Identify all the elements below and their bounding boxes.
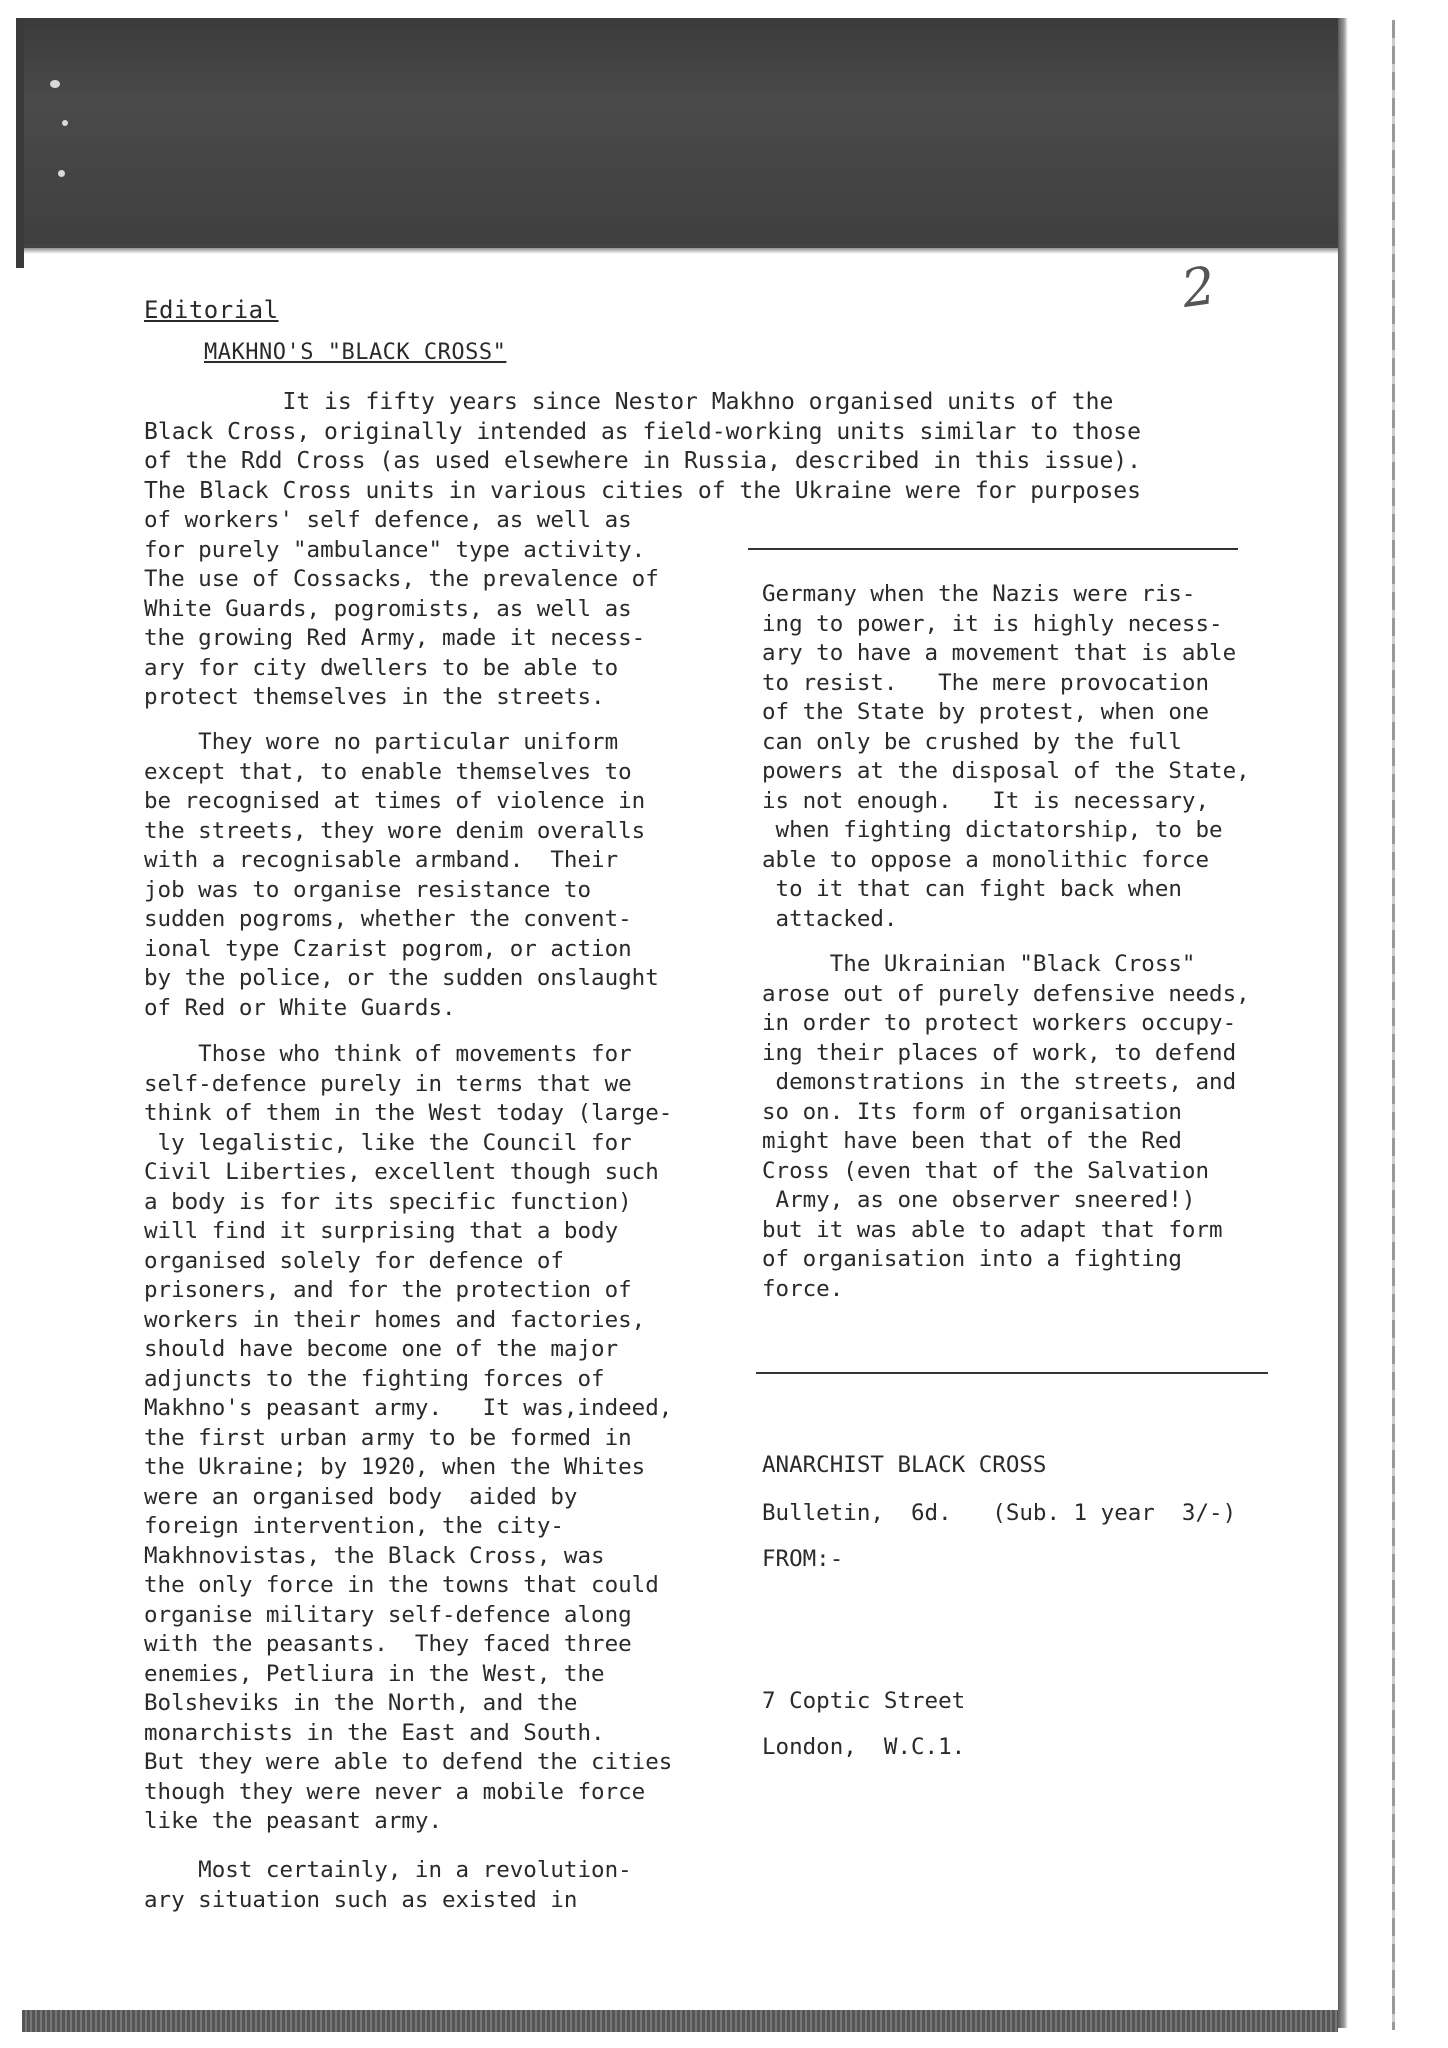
text-line: but it was able to adapt that form bbox=[762, 1216, 1223, 1243]
text-line: powers at the disposal of the State, bbox=[762, 758, 1250, 784]
text-line: the first urban army to be formed in bbox=[144, 1424, 632, 1451]
left-column-para-1 bbox=[144, 506, 659, 713]
column-divider-bottom bbox=[756, 1372, 1268, 1374]
contact-city: London, W.C.1. bbox=[762, 1734, 966, 1760]
text-line: The use of Cossacks, the prevalence of bbox=[144, 566, 659, 592]
text-line: organise military self-defence along bbox=[144, 1601, 632, 1628]
page-number: 2 bbox=[1177, 255, 1220, 321]
text-line: workers in their homes and factories, bbox=[144, 1306, 646, 1333]
text-line: to it that can fight back when bbox=[762, 876, 1182, 902]
text-line: job was to organise resistance to bbox=[144, 876, 592, 903]
text-line: the only force in the towns that could bbox=[144, 1572, 659, 1598]
text-line: Those who think of movements for bbox=[144, 1041, 632, 1067]
text-line: of Red or White Guards. bbox=[144, 994, 456, 1021]
text-line: organised solely for defence of bbox=[144, 1247, 564, 1274]
text-line: though they were never a mobile force bbox=[144, 1778, 646, 1805]
text-line: demonstrations in the streets, and bbox=[762, 1069, 1237, 1095]
text-line: Makhnovistas, the Black Cross, was bbox=[144, 1542, 605, 1569]
text-line: of the State by protest, when one bbox=[762, 699, 1210, 725]
intro-paragraph bbox=[144, 388, 1214, 506]
text-line: arose out of purely defensive needs, bbox=[762, 980, 1250, 1007]
dust-speck bbox=[50, 80, 60, 88]
text-line: by the police, or the sudden onslaught bbox=[144, 965, 659, 991]
article-title: MAKHNO'S "BLACK CROSS" bbox=[204, 340, 507, 365]
left-column-para-4 bbox=[144, 1856, 632, 1915]
text-line: should have become one of the major bbox=[144, 1336, 619, 1362]
text-line: were an organised body aided by bbox=[144, 1483, 578, 1510]
text-line: of the Rdd Cross (as used elsewhere in Russia, described in this issue). bbox=[144, 448, 1141, 474]
section-heading: Editorial bbox=[144, 296, 279, 324]
photocopy-margin-streak bbox=[1392, 20, 1395, 2030]
text-line: ing to power, it is highly necess- bbox=[762, 610, 1223, 637]
text-line: White Guards, pogromists, as well as bbox=[144, 595, 632, 622]
contact-org: ANARCHIST BLACK CROSS bbox=[762, 1452, 1047, 1478]
text-line: Civil Liberties, excellent though such bbox=[144, 1159, 659, 1185]
text-line: The Black Cross units in various cities of the Ukraine were for purposes bbox=[144, 477, 1141, 504]
left-column-para-3 bbox=[144, 1040, 672, 1837]
text-line: except that, to enable themselves to bbox=[144, 758, 632, 785]
text-line: Most certainly, in a revolution- bbox=[144, 1857, 632, 1883]
text-line: so on. Its form of organisation bbox=[762, 1098, 1182, 1125]
text-line: self-defence purely in terms that we bbox=[144, 1070, 632, 1097]
text-line: for purely "ambulance" type activity. bbox=[144, 536, 646, 563]
contact-bulletin: Bulletin, 6d. (Sub. 1 year 3/-) bbox=[762, 1500, 1237, 1526]
contact-street: 7 Coptic Street bbox=[762, 1688, 966, 1714]
text-line: enemies, Petliura in the West, the bbox=[144, 1660, 605, 1687]
photocopy-top-band bbox=[22, 18, 1342, 248]
right-column-para-2 bbox=[762, 950, 1250, 1304]
text-line: when fighting dictatorship, to be bbox=[762, 817, 1223, 843]
text-line: of workers' self defence, as well as bbox=[144, 507, 632, 533]
text-line: But they were able to defend the cities bbox=[144, 1749, 673, 1775]
text-line: the growing Red Army, made it necess- bbox=[144, 625, 646, 651]
text-line: protect themselves in the streets. bbox=[144, 684, 605, 710]
text-line: Germany when the Nazis were ris- bbox=[762, 581, 1196, 607]
text-line: ary for city dwellers to be able to bbox=[144, 654, 619, 681]
text-line: force. bbox=[762, 1275, 844, 1302]
text-line: ly legalistic, like the Council for bbox=[144, 1129, 632, 1156]
text-line: of organisation into a fighting bbox=[762, 1246, 1182, 1272]
right-column-para-1 bbox=[762, 580, 1250, 934]
text-line: attacked. bbox=[762, 905, 898, 932]
text-line: Black Cross, originally intended as field-working units similar to those bbox=[144, 418, 1141, 445]
text-line: prisoners, and for the protection of bbox=[144, 1277, 632, 1303]
text-line: think of them in the West today (large- bbox=[144, 1100, 673, 1126]
text-line: ional type Czarist pogrom, or action bbox=[144, 935, 632, 962]
text-line: Bolsheviks in the North, and the bbox=[144, 1690, 578, 1716]
text-line: ing their places of work, to defend bbox=[762, 1039, 1237, 1066]
text-line: to resist. The mere provocation bbox=[762, 669, 1210, 696]
dust-speck bbox=[58, 170, 65, 177]
text-line: able to oppose a monolithic force bbox=[762, 846, 1210, 873]
photocopy-right-edge bbox=[1338, 18, 1348, 2028]
text-line: the streets, they wore denim overalls bbox=[144, 817, 646, 844]
text-line: ary situation such as existed in bbox=[144, 1886, 578, 1913]
text-line: The Ukrainian "Black Cross" bbox=[762, 951, 1196, 977]
text-line: adjuncts to the fighting forces of bbox=[144, 1365, 605, 1392]
text-line: will find it surprising that a body bbox=[144, 1218, 619, 1244]
text-line: a body is for its specific function) bbox=[144, 1188, 632, 1215]
text-line: sudden pogroms, whether the convent- bbox=[144, 906, 632, 932]
text-line: Makhno's peasant army. It was,indeed, bbox=[144, 1395, 673, 1421]
photocopy-bottom-band bbox=[22, 2010, 1338, 2032]
text-line: in order to protect workers occupy- bbox=[762, 1010, 1237, 1036]
text-line: the Ukraine; by 1920, when the Whites bbox=[144, 1454, 646, 1480]
text-line: is not enough. It is necessary, bbox=[762, 787, 1210, 814]
text-line: can only be crushed by the full bbox=[762, 728, 1182, 755]
text-line: with the peasants. They faced three bbox=[144, 1631, 632, 1657]
text-line: with a recognisable armband. Their bbox=[144, 847, 619, 873]
text-line: They wore no particular uniform bbox=[144, 729, 619, 755]
text-line: It is fifty years since Nestor Makhno organised units of the bbox=[144, 389, 1114, 415]
dust-speck bbox=[62, 120, 68, 126]
photocopy-left-edge bbox=[16, 18, 24, 268]
text-line: monarchists in the East and South. bbox=[144, 1719, 605, 1746]
text-line: might have been that of the Red bbox=[762, 1128, 1182, 1154]
column-divider-top bbox=[748, 548, 1238, 550]
text-line: Army, as one observer sneered!) bbox=[762, 1187, 1196, 1213]
text-line: like the peasant army. bbox=[144, 1808, 443, 1834]
text-line: ary to have a movement that is able bbox=[762, 640, 1237, 666]
text-line: foreign intervention, the city- bbox=[144, 1513, 564, 1539]
text-line: be recognised at times of violence in bbox=[144, 788, 646, 814]
contact-from: FROM:- bbox=[762, 1546, 844, 1572]
left-column-para-2 bbox=[144, 728, 659, 1023]
text-line: Cross (even that of the Salvation bbox=[762, 1157, 1210, 1184]
